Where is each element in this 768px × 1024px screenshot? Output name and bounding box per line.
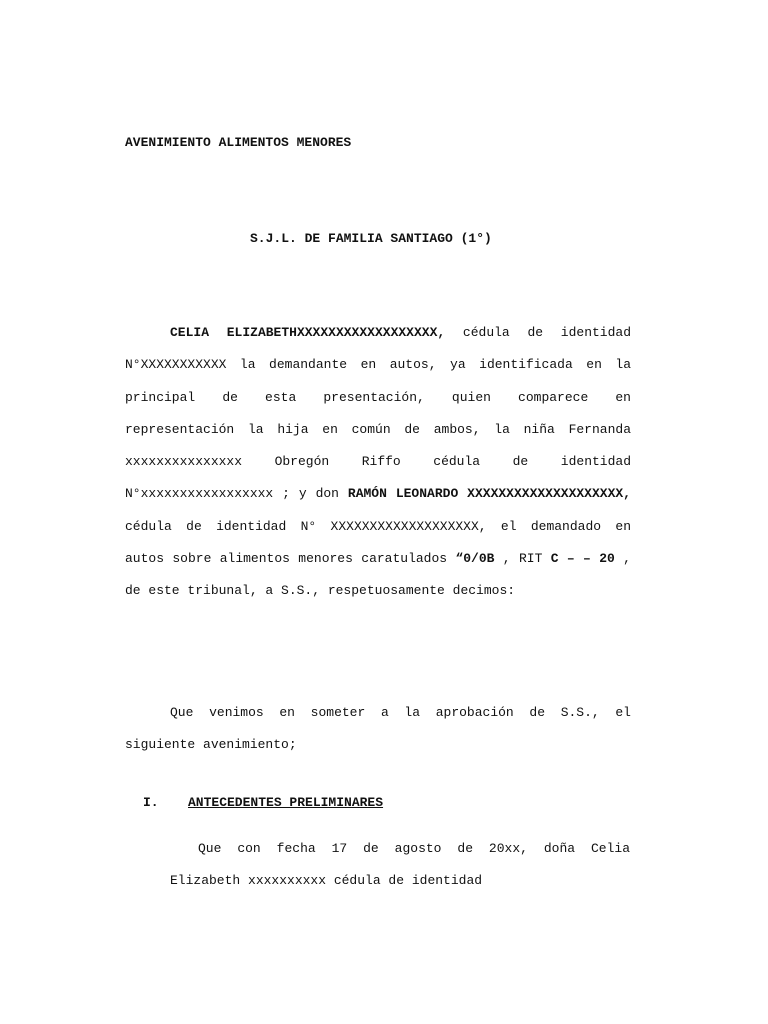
paragraph-text: , RIT [494,551,551,567]
defendant-name: RAMÓN LEONARDO XXXXXXXXXXXXXXXXXXXX, [347,486,631,502]
paragraph-text: Que con fecha 17 de agosto de 20xx, doña Celia Elizabeth xxxxxxxxxx cédula de identidad [170,841,630,889]
section-number: I. [143,795,159,810]
paragraph-text: Que venimos en someter a la aprobación de S.S., el siguiente avenimiento; [125,705,631,753]
plaintiff-name: CELIA ELIZABETHXXXXXXXXXXXXXXXXXX, [170,325,446,340]
opening-paragraph [125,317,631,608]
paragraph-text: cédula de identidad N° XXXXXXXXXXXXXXXXXXX, el demandado en autos sobre alimentos menores caratulados [125,518,631,567]
submission-paragraph [125,697,631,762]
antecedents-paragraph [170,833,630,898]
rit-number: C – – [550,551,591,567]
paragraph-text: cédula de identidad N°XXXXXXXXXXX la demandante en autos, ya identificada en la principal de esta presentación, quien comparece en representación la hija en común de ambos, la niña Fernanda xxxxxxxxxxxxxxx Obregón Riffo cédula de identidad N°xxxxxxxxxxxxxxxxx ; y don [125,325,632,502]
court-heading: S.J.L. DE FAMILIA SANTIAGO (1°) [250,231,492,246]
rit-year: 20 [599,551,615,567]
paragraph-text: , de este tribunal, a S.S., respetuosamente decimos: [125,551,631,599]
section-title: ANTECEDENTES PRELIMINARES [188,795,384,810]
document-title: AVENIMIENTO ALIMENTOS MENORES [125,135,352,150]
section-heading [143,795,383,810]
case-title: “0/0B [455,551,495,567]
paragraph-text [591,551,599,566]
